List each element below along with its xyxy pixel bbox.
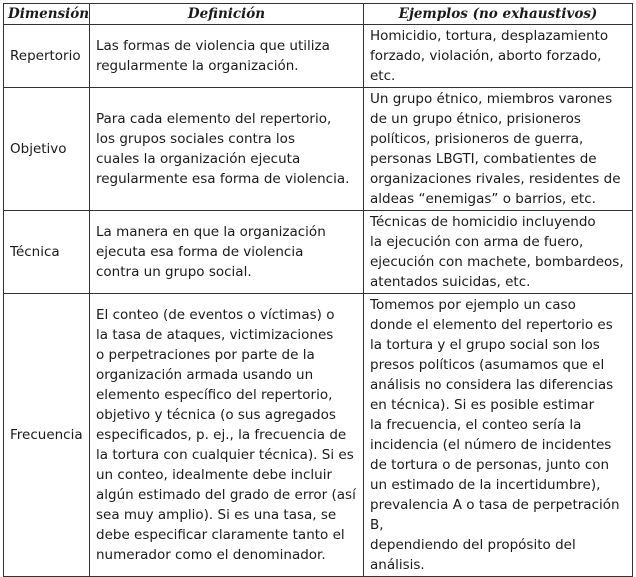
definition-line: regularmente la organización. xyxy=(96,58,299,74)
definition-line: numerador como el denominador. xyxy=(96,547,326,563)
definition-line: Las formas de violencia que utiliza xyxy=(96,38,330,54)
examples-line: incidencia (el número de incidentes xyxy=(370,437,612,453)
examples-line: Homicidio, tortura, desplazamiento xyxy=(370,28,609,44)
definition-line: La manera en que la organización xyxy=(96,224,326,240)
examples-line: forzado, violación, aborto forzado, etc. xyxy=(370,48,602,84)
dimension-cell: Frecuencia xyxy=(4,294,90,577)
table-row xyxy=(4,294,633,577)
definition-cell xyxy=(90,211,364,294)
examples-line: de un grupo étnico, prisioneros xyxy=(370,111,581,127)
examples-line: Tomemos por ejemplo un caso xyxy=(370,297,576,313)
examples-line: Técnicas de homicidio incluyendo xyxy=(370,214,596,230)
definition-line: cuales la organización ejecuta xyxy=(96,151,301,167)
definition-cell xyxy=(90,294,364,577)
examples-line: la tortura y el grupo social son los xyxy=(370,337,600,353)
definition-line: regularmente esa forma de violencia. xyxy=(96,171,350,187)
examples-cell xyxy=(364,88,633,211)
definition-line: la tasa de ataques, victimizaciones xyxy=(96,327,334,343)
examples-line: aldeas “enemigas” o barrios, etc. xyxy=(370,191,596,207)
definition-cell xyxy=(90,25,364,88)
header-dimension: Dimensión xyxy=(4,4,90,25)
definition-line: organización armada usando un xyxy=(96,367,314,383)
examples-line: de tortura o de personas, junto con xyxy=(370,457,610,473)
examples-cell xyxy=(364,294,633,577)
definition-line: la tortura con cualquier técnica). Si es xyxy=(96,447,354,463)
dimension-cell: Objetivo xyxy=(4,88,90,211)
definition-line: elemento específico del repertorio, xyxy=(96,387,333,403)
definition-line: contra un grupo social. xyxy=(96,264,252,280)
definition-line: un conteo, idealmente debe incluir xyxy=(96,467,333,483)
definition-line: algún estimado del grado de error (así xyxy=(96,487,356,503)
definition-line: debe especificar claramente tanto el xyxy=(96,527,345,543)
definition-line: Para cada elemento del repertorio, xyxy=(96,111,332,127)
header-examples: Ejemplos (no exhaustivos) xyxy=(364,4,633,25)
examples-line: la ejecución con arma de fuero, xyxy=(370,234,584,250)
header-definition: Definición xyxy=(90,4,364,25)
definition-line: especificados, p. ej., la frecuencia de xyxy=(96,427,347,443)
examples-line: organizaciones rivales, residentes de xyxy=(370,171,621,187)
definition-line: ejecuta esa forma de violencia xyxy=(96,244,304,260)
examples-cell xyxy=(364,25,633,88)
examples-line: ejecución con machete, bombardeos, xyxy=(370,254,624,270)
definition-line: El conteo (de eventos o víctimas) o xyxy=(96,307,335,323)
dimensions-table xyxy=(3,3,633,577)
examples-line: análisis no considera las diferencias xyxy=(370,377,614,393)
definition-line: objetivo y técnica (o sus agregados xyxy=(96,407,336,423)
definition-line: sea muy amplio). Si es una tasa, se xyxy=(96,507,337,523)
dimension-cell: Repertorio xyxy=(4,25,90,88)
definition-line: o perpetraciones por parte de la xyxy=(96,347,315,363)
examples-line: personas LBGTI, combatientes de xyxy=(370,151,597,167)
examples-line: Un grupo étnico, miembros varones xyxy=(370,91,613,107)
dimension-cell: Técnica xyxy=(4,211,90,294)
table-row xyxy=(4,25,633,88)
examples-line: un estimado de la incertidumbre), xyxy=(370,477,601,493)
examples-line: dependiendo del propósito del análisis. xyxy=(370,537,576,573)
examples-line: donde el elemento del repertorio es xyxy=(370,317,613,333)
examples-cell xyxy=(364,211,633,294)
definition-line: los grupos sociales contra los xyxy=(96,131,295,147)
examples-line: en técnica). Si es posible estimar xyxy=(370,397,595,413)
definition-cell xyxy=(90,88,364,211)
examples-line: atentados suicidas, etc. xyxy=(370,274,531,290)
table-row xyxy=(4,88,633,211)
examples-line: políticos, prisioneros de guerra, xyxy=(370,131,584,147)
table-row xyxy=(4,211,633,294)
examples-line: la frecuencia, el conteo sería la xyxy=(370,417,582,433)
header-row xyxy=(4,4,633,25)
examples-line: prevalencia A o tasa de perpetración B, xyxy=(370,497,620,533)
examples-line: presos políticos (asumamos que el xyxy=(370,357,605,373)
